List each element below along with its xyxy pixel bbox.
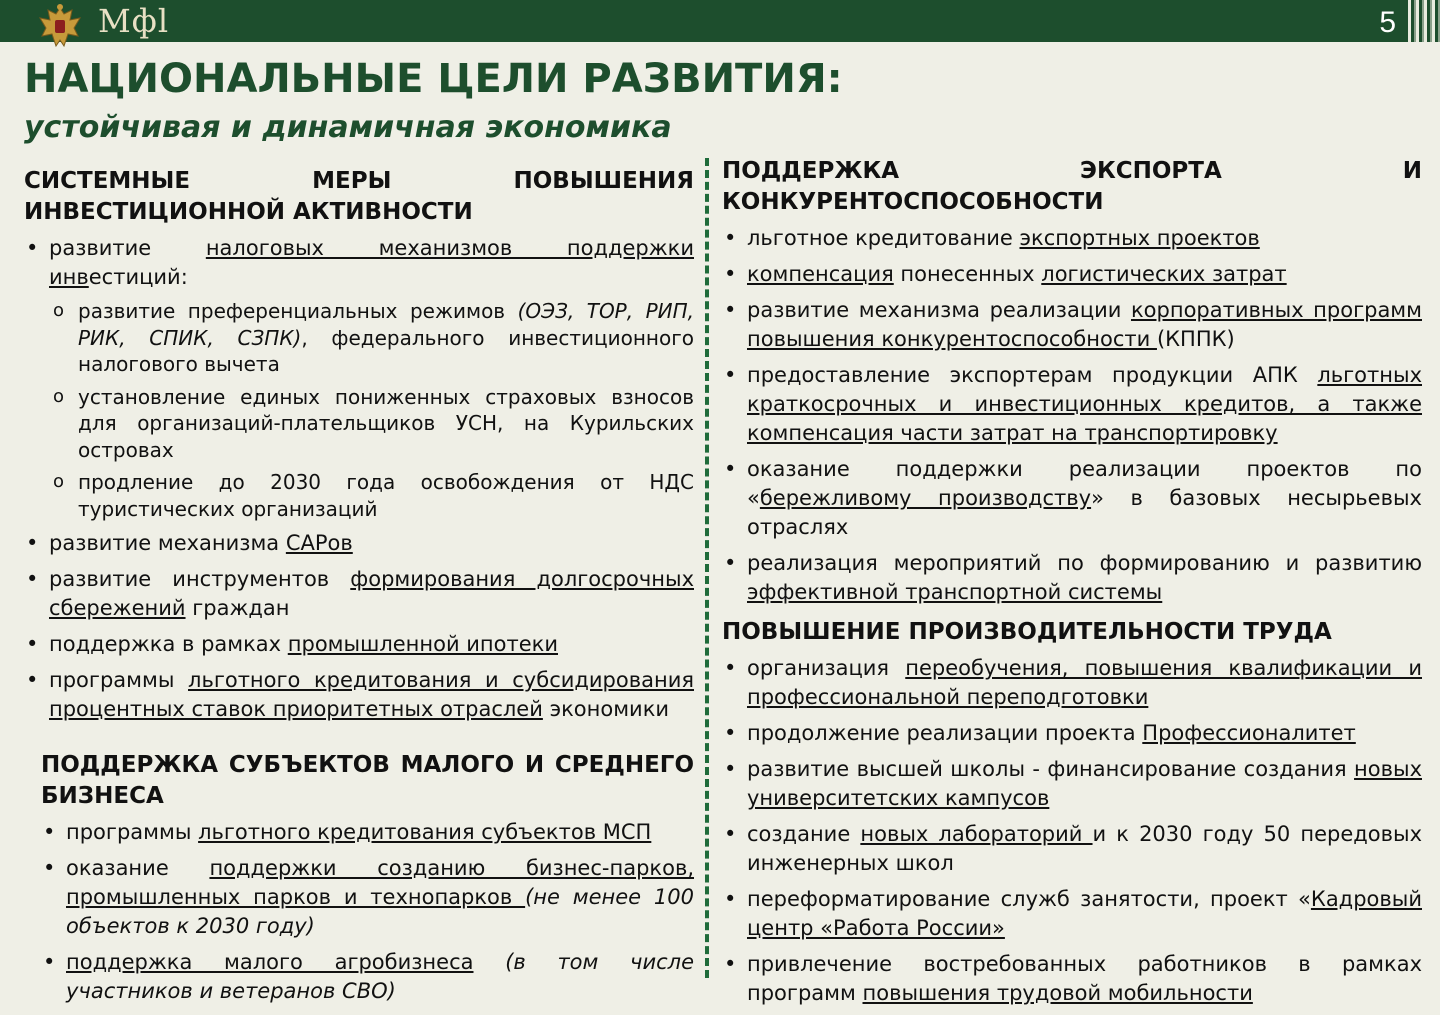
text: предоставление экспортерам продукции АПК [747,363,1318,387]
column-divider [705,158,709,978]
underlined-text: эффективной транспортной системы [747,580,1163,604]
underlined-text: повышения трудовой мобильности [862,981,1253,1005]
list-item [722,885,1422,943]
export-list [722,224,1422,607]
page-subtitle: устойчивая и динамичная экономика [24,110,672,145]
decorative-stripes [1408,0,1440,42]
text: развитие преференциальных режимов [78,299,518,323]
list-item [722,224,1422,253]
list-item [41,948,694,1006]
text: развитие инструментов [49,567,351,591]
text: , федерального инвестиционного налогового вычета [78,325,694,376]
underlined-text: компенсация [747,262,894,286]
underlined-text: поддержки созданию бизнес-парков, промышленных парков и технопарков [66,856,694,909]
page-number: 5 [1379,6,1396,39]
underlined-text: САРов [285,531,353,555]
list-item [722,654,1422,712]
underlined-text: поддержка малого агробизнеса [66,950,474,974]
underlined-text: льготного кредитования субъектов МСП [198,820,652,844]
text: продолжение реализации проекта [747,721,1143,745]
list-item [24,529,694,558]
top-bar [0,0,1440,42]
underlined-text: льготных краткосрочных и инвестиционных кредитов, а также компенсация части затрат на транспортировку [747,363,1422,445]
text: привлечение востребованных работников в рамках программ [747,952,1422,1005]
list-item [722,296,1422,354]
investment-list [24,234,694,724]
underlined-text: промышленной ипотеки [287,632,558,656]
italic-text: (в том числе участников и ветеранов СВО) [66,950,694,1003]
ministry-logo: Мфl [98,2,170,40]
underlined-text: новых лабораторий [860,822,1093,846]
sme-list [41,818,694,1006]
sub-list [24,298,694,522]
text: развитие механизма реализации [747,298,1131,322]
text: развитие [49,236,206,260]
underlined-text: льготного кредитования и субсидирования процентных ставок приоритетных отраслей [49,668,694,721]
text: оказание [66,856,210,880]
list-item [722,950,1422,1008]
list-item [722,260,1422,289]
text: организация [747,656,906,680]
text: » в базовых несырьевых отраслях [747,486,1422,539]
text: понесенных [893,262,1042,286]
section-heading-export: ПОДДЕРЖКА ЭКСПОРТА И КОНКУРЕНТОСПОСОБНОСТИ [722,158,1422,215]
list-item [24,565,694,623]
list-item [722,820,1422,878]
right-column [722,156,1422,1015]
text: оказание поддержки реализации проектов по « [747,457,1422,510]
text: развитие высшей школы - финансирование создания [747,757,1355,781]
italic-text: (ОЭЗ, ТОР, РИП, РИК, СПИК, СЗПК) [78,299,694,350]
text: экономики [542,697,670,721]
text: (КППК) [1156,327,1235,351]
underlined-text: новых университетских кампусов [747,757,1422,810]
list-item [722,755,1422,813]
text: программы [66,820,199,844]
text: переформатирование служб занятости, проект « [747,887,1311,911]
text: реализация мероприятий по формированию и развитию [747,551,1422,575]
text: и к 2030 году 50 передовых инженерных школ [747,822,1423,875]
list-item [41,854,694,941]
list-item [722,549,1422,607]
sub-list-item: o установление единых пониженных страховых взносов для организаций-плательщиков УСН, на Курильских островах [51,384,694,464]
sub-list-item: o продление до 2030 года освобождения от НДС туристических организаций [51,469,694,522]
underlined-text: логистических затрат [1041,262,1287,286]
text: естиций: [88,265,188,289]
underlined-text: бережливому производству [759,486,1092,510]
list-item [24,630,694,659]
underlined-text: Профессионалитет [1142,721,1356,745]
italic-text: (не менее 100 объектов к 2030 году) [66,885,694,938]
list-item [722,719,1422,748]
text: программы [49,668,189,692]
page-title: НАЦИОНАЛЬНЫЕ ЦЕЛИ РАЗВИТИЯ: [24,56,843,102]
underlined-text: корпоративных программ повышения конкурентоспособности [747,298,1422,351]
text: поддержка в рамках [49,632,288,656]
text: создание [747,822,861,846]
list-item [24,666,694,724]
text: граждан [185,596,290,620]
sub-list-item [51,298,694,378]
productivity-list [722,654,1422,1008]
section-heading-sme: ПОДДЕРЖКА СУБЪЕКТОВ МАЛОГО И СРЕДНЕГО БИЗНЕСА [41,752,694,809]
list-item [41,818,694,847]
underlined-text: формирования долгосрочных сбережений [49,567,694,620]
list-item [24,234,694,522]
list-item [722,361,1422,448]
underlined-text: налоговых механизмов поддержки инв [49,236,694,289]
list-item [722,455,1422,542]
left-column [24,166,694,1013]
underlined-text: Кадровый центр «Работа России» [747,887,1422,940]
underlined-text: экспортных проектов [1019,226,1260,250]
text: льготное кредитование [747,226,1020,250]
section-heading-productivity: ПОВЫШЕНИЕ ПРОИЗВОДИТЕЛЬНОСТИ ТРУДА [722,619,1332,645]
text: развитие механизма [49,531,286,555]
emblem-icon [34,2,86,52]
underlined-text: переобучения, повышения квалификации и профессиональной переподготовки [747,656,1422,709]
section-heading-investment: СИСТЕМНЫЕ МЕРЫ ПОВЫШЕНИЯ ИНВЕСТИЦИОННОЙ АКТИВНОСТИ [24,168,694,225]
